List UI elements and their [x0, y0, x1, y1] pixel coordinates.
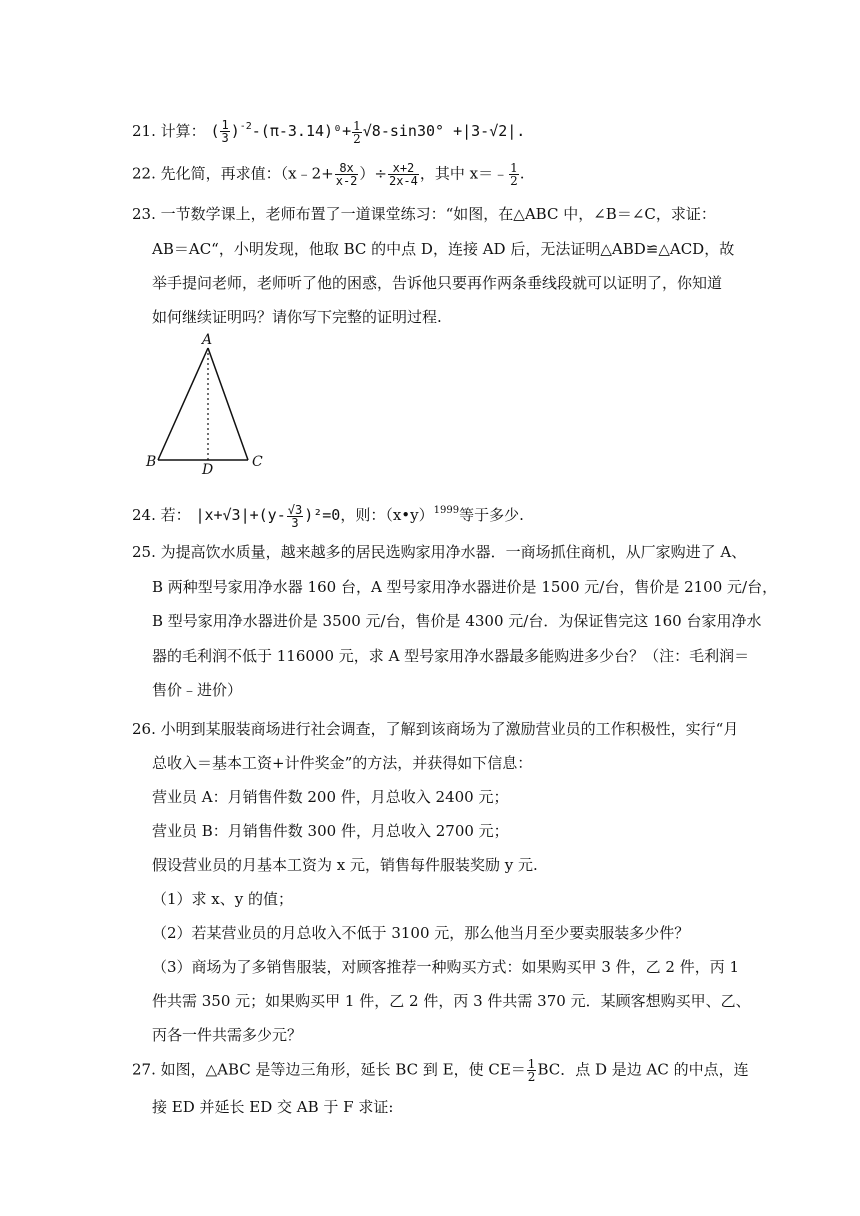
triangle-figure	[144, 332, 274, 478]
question-text: 如图，△ABC 是等边三角形，延长 BC 到 E，使 CE＝	[160, 1060, 526, 1079]
fraction: $\frac{x+2}{2x-4}$	[388, 161, 418, 188]
question-25-line: 售价﹣进价）	[152, 681, 243, 699]
formula-part: -(π-3.14)⁰+	[251, 122, 352, 140]
question-21	[132, 116, 525, 145]
question-26-line: 营业员 A：月销售件数 200 件，月总收入 2400 元；	[152, 788, 509, 806]
question-26-line: 丙各一件共需多少元？	[152, 1026, 303, 1044]
question-text: ，其中 x＝﹣	[419, 164, 509, 183]
period: .	[519, 164, 525, 183]
question-26-subquestion: （1）求 x、y 的值；	[152, 890, 294, 908]
question-26-line: 总收入＝基本工资+计件奖金”的方法，并获得如下信息：	[152, 754, 533, 772]
formula: ( $\frac{1}{3}$ )$^{-2}$	[210, 118, 252, 145]
question-number: 27.	[132, 1060, 156, 1079]
question-27-line: 接 ED 并延长 ED 交 AB 于 F 求证:	[152, 1098, 394, 1116]
fraction: $\frac{1}{2}$	[510, 161, 518, 188]
question-text: 先化简，再求值：（x﹣2+	[160, 164, 334, 183]
question-26-line: 假设营业员的月基本工资为 x 元，销售每件服装奖励 y 元.	[152, 856, 538, 874]
formula-part: |x+√3|+(y-	[195, 506, 286, 524]
question-text: 计算：	[160, 122, 206, 140]
point-label-d: D	[202, 462, 214, 478]
question-26-line: 件共需 350 元；如果购买甲 1 件，乙 2 件，丙 3 件共需 370 元．某顾客想购买甲、乙、	[152, 992, 751, 1010]
question-23-line: 举手提问老师，老师听了他的困惑，告诉他只要再作两条垂线段就可以证明了，你知道	[152, 274, 723, 292]
formula-part: )²=0	[304, 506, 341, 524]
question-number: 21.	[132, 122, 156, 140]
question-number: 25.	[132, 543, 156, 561]
question-23-line: AB＝AC“，小明发现，他取 BC 的中点 D，连接 AD 后，无法证明△ABD≌△ACD，故	[152, 240, 735, 258]
question-text: 小明到某服装商场进行社会调查，了解到该商场为了激励营业员的工作积极性，实行“月	[160, 720, 739, 738]
question-number: 22.	[132, 164, 156, 183]
question-text: 等于多少.	[459, 506, 524, 524]
question-25-line: B 型号家用净水器进价是 3500 元/台，售价是 4300 元/台．为保证售完这 160 台家用净水	[152, 612, 762, 630]
question-number: 23.	[132, 205, 156, 223]
question-text: 若：	[160, 506, 191, 524]
fraction: $\frac{8x}{x-2}$	[335, 161, 358, 188]
fraction-half: $\frac{1}{2}$	[353, 118, 361, 146]
question-26-line: 营业员 B：月销售件数 300 件，月总收入 2700 元；	[152, 822, 509, 840]
question-text: BC．点 D 是边 AC 的中点，连	[537, 1060, 749, 1079]
question-23-line: 如何继续证明吗？请你写下完整的证明过程.	[152, 308, 442, 326]
question-26-subquestion: （2）若某营业员的月总收入不低于 3100 元，那么他当月至少要卖服装多少件？	[152, 924, 690, 942]
operator: ）÷	[359, 164, 387, 183]
question-25-line	[132, 541, 746, 563]
question-26-line	[132, 718, 738, 740]
formula-part: √8-sin30° +|3-√2|.	[362, 122, 526, 140]
vertex-label-a: A	[202, 332, 213, 348]
question-text: 为提高饮水质量，越来越多的居民选购家用净水器．一商场抓住商机，从厂家购进了 A、	[160, 543, 747, 561]
question-22	[132, 162, 525, 187]
question-text: 一节数学课上，老师布置了一道课堂练习：“如图，在△ABC 中，∠B＝∠C，求证：	[160, 205, 716, 223]
question-27-line	[132, 1058, 749, 1083]
fraction-half: $\frac{1}{2}$	[527, 1057, 536, 1084]
question-text: ，则：（x•y）	[340, 506, 434, 524]
question-number: 24.	[132, 506, 156, 524]
question-number: 26.	[132, 720, 156, 738]
question-25-line: 器的毛利润不低于 116000 元，求 A 型号家用净水器最多能购进多少台？（注：毛利润＝	[152, 647, 750, 665]
question-25-line: B 两种型号家用净水器 160 台，A 型号家用净水器进价是 1500 元/台，售价是 2100 元/台，	[152, 578, 778, 596]
exponent: 1999	[433, 505, 460, 516]
vertex-label-c: C	[252, 454, 263, 470]
fraction: $\frac{√3}{3}$	[287, 502, 303, 530]
question-23-line	[132, 203, 716, 225]
vertex-label-b: B	[146, 454, 157, 470]
question-24	[132, 500, 524, 529]
question-26-subquestion: （3）商场为了多销售服装，对顾客推荐一种购买方式：如果购买甲 3 件，乙 2 件，丙 1	[152, 958, 740, 976]
